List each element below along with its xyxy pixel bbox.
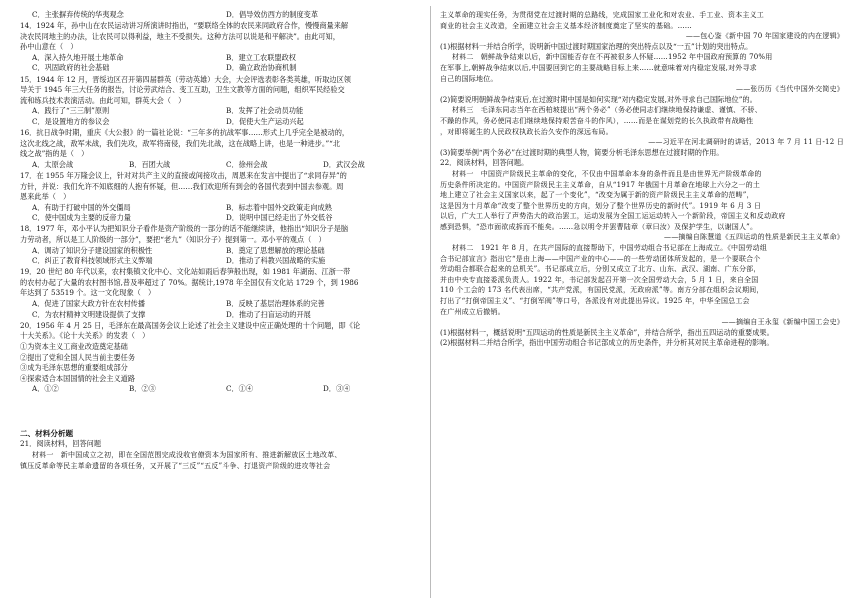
left-column [20,10,420,471]
q16-option-b: B．百团大战 [129,159,171,169]
q17-option-c: C．使中国成为主要的反帝力量 [32,213,131,223]
q22-material-1-line: 这是因为十月革命“改变了整个世界历史的方向，划分了整个世界历史的新时代”。1919 年 6 月 3 日 [440,201,762,210]
q22-material-2-line: 并由中央专直接委派负责人。1922 年，书记部发起召开第一次全国劳动大会，5 月 1 日，来自全国 [440,275,759,284]
q17-stem-line: 恩来此举（ ） [20,192,71,202]
q15-stem-line: 导关于 1945 年三大任务的报告，讨论劳武结合、变工互助，卫生文教等方面的问题，组织军民经验交 [20,85,345,95]
q14-option-c: C．巩固政府的社会基础 [32,63,110,73]
q21-material-1-line: 商业的社会主义改造，全面建立社会主义基本经济制度奠定了坚实的基础。…… [440,21,692,30]
q18-option-b: B．奠定了思想解放的理论基础 [226,245,325,255]
q22-material-2-line: 合书记部宣言》指出它“是由上海——中国产业的中心——的一些劳动团体所发起的，是一个要联合个 [440,254,761,263]
q21-material-3-line: 不躁的作风，务必使同志们继续地保持艰苦奋斗的作风），……而是在谋划党的长久执政带有战略性 [440,116,754,125]
q18-option-c: C．纠正了教育科技领域形式主义弊端 [32,256,153,266]
q19-stem-line: 年达到了 53519 个。这一文化现象（ ） [20,288,156,298]
q22-material-1-line: 历史条件所决定的。中国资产阶级民主主义革命，自从“1917 年俄国十月革命在地球上六分之一的土 [440,180,761,189]
q14-option-b: B．建立工农联盟政权 [226,52,296,62]
q22-heading: 22．阅读材料，回答问题。 [440,158,529,168]
q19-option-a: A．促进了国家大政方针在农村传播 [32,299,146,309]
q22-material-1-source: ——摘编自陈慧道《五四运动的性质是新民主主义革命》 [664,233,844,242]
q22-subquestion-2: (2)根据材料二并结合所学，指出中国劳动组合书记部成立的历史条件，并分析其对民主革命进程的影响。 [440,338,774,348]
q22-subquestion-1: (1)根据材料一，概括说明“五四运动的性质是新民主主义革命”，并结合所学，指出五四运动的重要成果。 [440,327,774,337]
q22-material-2-source: ——摘编自王永玺《新编中国工会史》 [721,318,844,327]
q21-material-1-line: 主义革命的现实任务，为贯彻党在过渡时期的总路线，完成国家工业化和对农业、手工业、资本主义工 [440,11,764,19]
q20-item: ③成为毛泽东思想的重要组成部分 [20,363,128,373]
q14-option-a: A．深入持久地开展土地革命 [32,52,124,62]
q17-option-d: D．说明中国已经走出了外交低谷 [226,213,333,223]
question-20 [20,321,420,395]
q22-material-2-line: 劳动组合都联合起来的总机关”。书记部成立后，分别又成立了北方、山东、武汉、湖南、广东分部， [440,265,761,274]
q14-option-d: D．确立政治协商机制 [226,63,297,73]
q19-stem-line: 的农村办起了大量的农村图书馆,普及率超过了 70%。据统计,1978 年全国仅有文化站 1729 个，到 1986 [20,277,359,287]
q15-stem-line: 流和练兵技术表演活动。由此可知，群英大会（ ） [20,95,186,105]
q16-option-a: A．太原会战 [32,159,74,169]
q15-option-b: B．发挥了社会动员功能 [226,106,304,116]
q22-material-1-line: 材料一 中国资产阶级民主革命的变化，不仅由中国革命本身的条件而且是由世界无产阶级革命的 [452,169,762,178]
q20-item: ②提出了党和全国人民当前主要任务 [20,352,136,362]
q14-stem-line: 决农民同地主的办法，让农民可以得利益，地主不受损失。这种方法可以说是和平解决”。由此可知， [20,31,340,41]
q15-option-c: C．是设置地方的参议会 [32,116,110,126]
section-heading: 二、材料分析题 [20,428,74,438]
question-18 [20,224,420,266]
q17-stem-line: 方针，并说：我们允许不知底细的人抱有怀疑，但……我们欢迎所有到会的各国代表到中国去参观。周 [20,181,344,191]
q18-option-a: A．调动了知识分子建设国家的积极性 [32,245,153,255]
q22-material-1-line: 以后，广大工人举行了声势浩大的政治罢工，运动发展为全国工运运动转入一个新阶段，帝国主义和反动政府 [440,212,786,221]
question-14 [20,21,420,74]
q17-option-a: A．有助于打破中国的外交僵局 [32,202,131,212]
q21-material-1-line: 镇压反革命等民主革命遗留的各项任务，又开展了“三反”“五反”斗争、打退资产阶级的进攻等社会 [20,461,331,470]
q22-material-2-line: 在广州成立后撤销。 [440,307,505,316]
q14-stem-line: 孙中山意在（ ） [20,42,78,52]
q21-material-3-line: ，对即将诞生的人民政权执政长治久安作的深远布局。 [440,127,613,136]
q17-stem-line: 17．在 1955 年万隆会议上，针对对共产主义的直接或间接攻击，周恩来在发言中提出了“求同存异”的 [20,170,347,180]
q20-option-c: C．①④ [226,384,254,394]
q21-subquestion-2: (2)简要说明朝鲜战争结束后,在过渡时期中国是如何实现“对内稳定发展,对外寻求自己国际地位”的。 [440,94,757,104]
q21-material-1-source: ——包心鉴《新中国 70 年国家建设的内在逻辑》 [685,32,844,41]
q21-material-2-line: 自己的国际地位。 [440,74,498,83]
q22-material-2-line: 打出了“打倒帝国主义”、“打倒军阀”等口号，各派没有对此提出异议。1925 年，中华全国总工会 [440,297,750,306]
q22-material-1-line: 感到恐惧，“恐市面欲成拆而不能矣。……急以明令并罢曹陆章（章曰汝）及保护学生，以谢国人”。 [440,222,758,231]
q21-material-2-line: 材料二 朝鲜战争结束以后，新中国能否存在不再被很多人怀疑……1952 年中国政府预算的 70%用 [452,53,773,62]
q15-option-d: D．促使大生产运动兴起 [226,116,304,126]
q16-stem-line: 线之战”指的是（ ） [20,149,89,159]
q14-stem-line: 14．1924 年，孙中山在农民运动讲习所演讲时指出，“要联络全体的农民来同政府合作，慢慢商量来解 [20,21,349,31]
q15-option-a: A．践行了“三三制”原则 [32,106,110,116]
q20-stem-line: 20．1956 年 4 月 25 日，毛泽东在最高国务会议上论述了社会主义建设中应正确处理的十个问题，即《论 [20,320,361,330]
q20-item: ④探索适合本国国情的社会主义道路 [20,373,136,383]
q21-subquestion-1: (1)根据材料一并结合所学，说明新中国过渡时期国家治理的突出特点以及“一五”计划的突出特点。 [440,41,753,51]
question-17 [20,171,420,224]
q22-material-2-line: 材料二 1921 年 8 月，在共产国际的直接帮助下，中国劳动组合书记部在上海成立。《中国劳动组 [452,244,768,253]
q13-option-d: D．倡导效仿西方的制度变革 [226,10,319,19]
q15-stem-line: 15．1944 年 12 月，晋绥边区召开第四届群英（劳动英雄）大会，大会评选表彰各类英雄，听取边区领 [20,74,351,84]
q13-option-c: C．主张摒弃传统的华夷观念 [32,10,124,19]
q22-material-2-line: 110 个工会的 173 名代表出席，“共产党派，有国民党派，无政府派”等。南方分部在组织会议期间， [440,286,764,295]
q21-heading: 21．阅读材料，回答问题 [20,439,102,449]
q19-option-b: B．反映了基层治理体系的完善 [226,299,325,309]
q21-material-2-source: ——张历历《当代中国外交简史》 [736,85,844,94]
q21-material-1-line: 材料一 新中国成立之初，即在全国范围完成没收官僚资本为国家所有、推进新解放区土地改革、 [32,451,342,460]
q17-option-b: B．标志着中国外交政策走向成熟 [226,202,332,212]
q16-option-d: D．武汉会战 [323,159,365,169]
q16-stem-line: 这次北线之战，敌军未战，我们先攻，敌军将南侵，我们先北战，这在战略上讲，也是一种进步。”“北 [20,138,341,148]
q21-material-3-line: 材料三 毛泽东同志当年在西柏坡提出“两个务必”（务必使同志们继续地保持谦虚、谨慎、不骄、 [452,106,762,115]
q16-stem-line: 16．抗日战争时期，重庆《大公报》的一篇社论说：“三年多的抗战军事……形式上几乎完全是被动的， [20,128,350,138]
q21-material-3-source: ——习近平在河北调研时的讲话，2013 年 7 月 11 日-12 日 [648,138,844,147]
q20-stem-line: 十大关系》。《论十大关系》的发表（ ） [20,331,150,341]
q18-stem-line: 18．1977 年，邓小平认为把知识分子看作是资产阶级的一部分的话不能继续讲，他指出“知识分子是脑 [20,224,349,234]
q19-stem-line: 19．20 世纪 80 年代以来，农村集镇文化中心、文化站如雨后春笋般出现，如 1981 年湖南、江浙一带 [20,267,351,277]
q20-option-d: D．③④ [323,384,351,394]
q20-option-b: B．②③ [129,384,156,394]
question-16 [20,128,420,170]
q19-option-d: D．推动了扫盲运动的开展 [226,309,311,319]
column-divider [430,6,431,598]
q16-option-c: C．徐州会战 [226,159,268,169]
q13-options [20,10,420,21]
q21-subquestion-3: (3)简要举例“两个务必”在过渡时期的典型人物，简要分析毛泽东思想在过渡时期的作用。 [440,147,724,157]
q19-option-c: C．为农村精神文明建设提供了支撑 [32,309,146,319]
q18-stem-line: 力劳动者，所以是工人阶级的一部分”，要把“老九”（知识分子）提到第一。邓小平的观点（ ） [20,234,326,244]
q21-material-2-line: 在军事上,朝鲜战争结束以后,中国要回到它的主要战略目标上来……就意味着对内稳定发展,对外寻求 [440,63,757,72]
question-19 [20,267,420,320]
right-column [440,10,844,349]
q18-option-d: D．推动了科教兴国战略的实施 [226,256,326,266]
question-15 [20,75,420,128]
q20-item: ①为资本主义工商业改造奠定基础 [20,341,128,351]
q20-option-a: A．①② [32,384,59,394]
q22-material-1-line: 地上建立了社会主义国家以来，起了一个变化”，“改变为属于新的资产阶级民主主义革命的范畴”， [440,191,754,200]
